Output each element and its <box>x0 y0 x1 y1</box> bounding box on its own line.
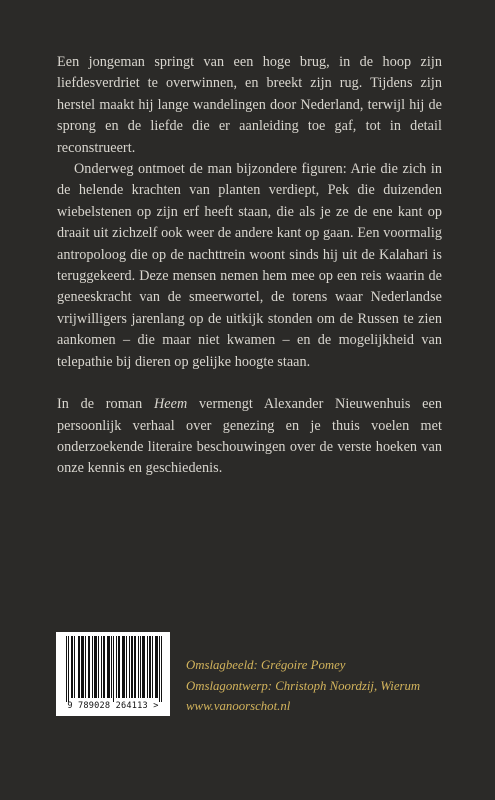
barcode-bar <box>143 636 144 698</box>
barcode-bar <box>83 636 84 698</box>
barcode-bar <box>129 636 130 698</box>
barcode-bar <box>147 636 148 698</box>
barcode-bar <box>94 636 95 698</box>
barcode-bar <box>104 636 105 698</box>
barcode-bar <box>116 636 117 698</box>
cover-design-credit: Omslagontwerp: Christoph Noordzij, Wierum <box>186 678 421 693</box>
barcode-bar <box>126 636 127 698</box>
barcode-bar <box>156 636 157 698</box>
barcode-bar <box>123 636 124 698</box>
barcode-bars <box>56 632 170 702</box>
isbn-number: 9 789028 264113 > <box>67 701 159 711</box>
barcode-bar <box>140 636 141 698</box>
barcode-bar <box>157 636 158 698</box>
barcode-bar <box>138 636 139 698</box>
barcode-bar <box>101 636 102 698</box>
barcode-bar <box>159 636 160 702</box>
barcode-bar <box>82 636 83 698</box>
barcode-bar <box>155 636 156 698</box>
cover-image-credit: Omslagbeeld: Grégoire Pomey <box>186 658 346 672</box>
publisher-website: www.vanoorschot.nl <box>186 699 291 713</box>
isbn-barcode <box>56 632 170 716</box>
credits <box>186 655 420 717</box>
barcode-bar <box>150 636 151 698</box>
barcode-bar <box>71 636 72 698</box>
barcode-bar <box>135 636 136 698</box>
barcode-bar <box>74 636 75 698</box>
barcode-bar <box>68 636 69 702</box>
blurb-paragraph-2: Onderweg ontmoet de man bijzondere figuren: Arie die zich in de helende krachten van planten verdiept, Pek die duizenden wiebelstenen op zijn erf heeft staan, die als je ze de ene kant op draait uit zichzelf ook weer de andere kant op gaan. Een voormalig antropoloog die op de nachttrein woont sinds hij uit de Kalahari is teruggekeerd. Deze mensen nemen hem mee op een reis waarin de geneeskracht van de smeerwortel, de torens waar Nederlandse vrijwilligers jarenlang op de uitkijk stonden om de Russen te zien aankomen – die maar niet kwamen – en de mogelijkheid van telepathie bij dieren op gelijke hoogte staan. <box>57 161 442 370</box>
blurb-paragraph-3-start: In de roman <box>57 396 154 413</box>
barcode-bar <box>124 636 125 698</box>
blurb-paragraph-3-end: vermengt Alexander Nieuwenhuis een persoonlijk verhaal over genezing en je thuis voelen met onderzoekende literaire beschouwingen over de verste hoeken van onze kennis en geschiedenis. <box>57 396 442 477</box>
barcode-bar <box>78 636 79 698</box>
barcode-bar <box>152 636 153 698</box>
barcode-bar <box>96 636 97 698</box>
barcode-bar <box>132 636 133 698</box>
barcode-bar <box>118 636 119 698</box>
barcode-bar <box>161 636 162 702</box>
barcode-bar <box>149 636 150 698</box>
barcode-bar <box>108 636 109 698</box>
barcode-bar <box>88 636 89 698</box>
barcode-bar <box>107 636 108 698</box>
blurb-text <box>57 52 442 480</box>
barcode-bar <box>109 636 110 698</box>
barcode-bar <box>131 636 132 698</box>
blurb-paragraph-1: Een jongeman springt van een hoge brug, in de hoop zijn liefdesverdriet te overwinnen, en breekt zijn rug. Tijdens zijn herstel maakt hij lange wandelingen door Nederland, terwijl hij de sprong en de liefde die er aanleiding toe gaf, tot in detail reconstrueert. <box>57 54 442 156</box>
barcode-bar <box>103 636 104 698</box>
barcode-bar <box>81 636 82 698</box>
barcode-bar <box>85 636 86 698</box>
barcode-bar <box>98 636 99 698</box>
barcode-bar <box>142 636 143 698</box>
barcode-bar <box>89 636 90 698</box>
blurb-paragraph-3 <box>57 394 442 480</box>
barcode-bar <box>72 636 73 698</box>
barcode-bar <box>66 636 67 702</box>
barcode-bar <box>92 636 93 698</box>
barcode-bar <box>79 636 80 698</box>
barcode-bar <box>111 636 112 698</box>
barcode-bar <box>95 636 96 698</box>
barcode-bar <box>144 636 145 698</box>
barcode-bar <box>113 636 114 702</box>
barcode-bar <box>119 636 120 698</box>
barcode-bar <box>122 636 123 698</box>
barcode-bar <box>134 636 135 698</box>
book-title: Heem <box>153 396 188 413</box>
